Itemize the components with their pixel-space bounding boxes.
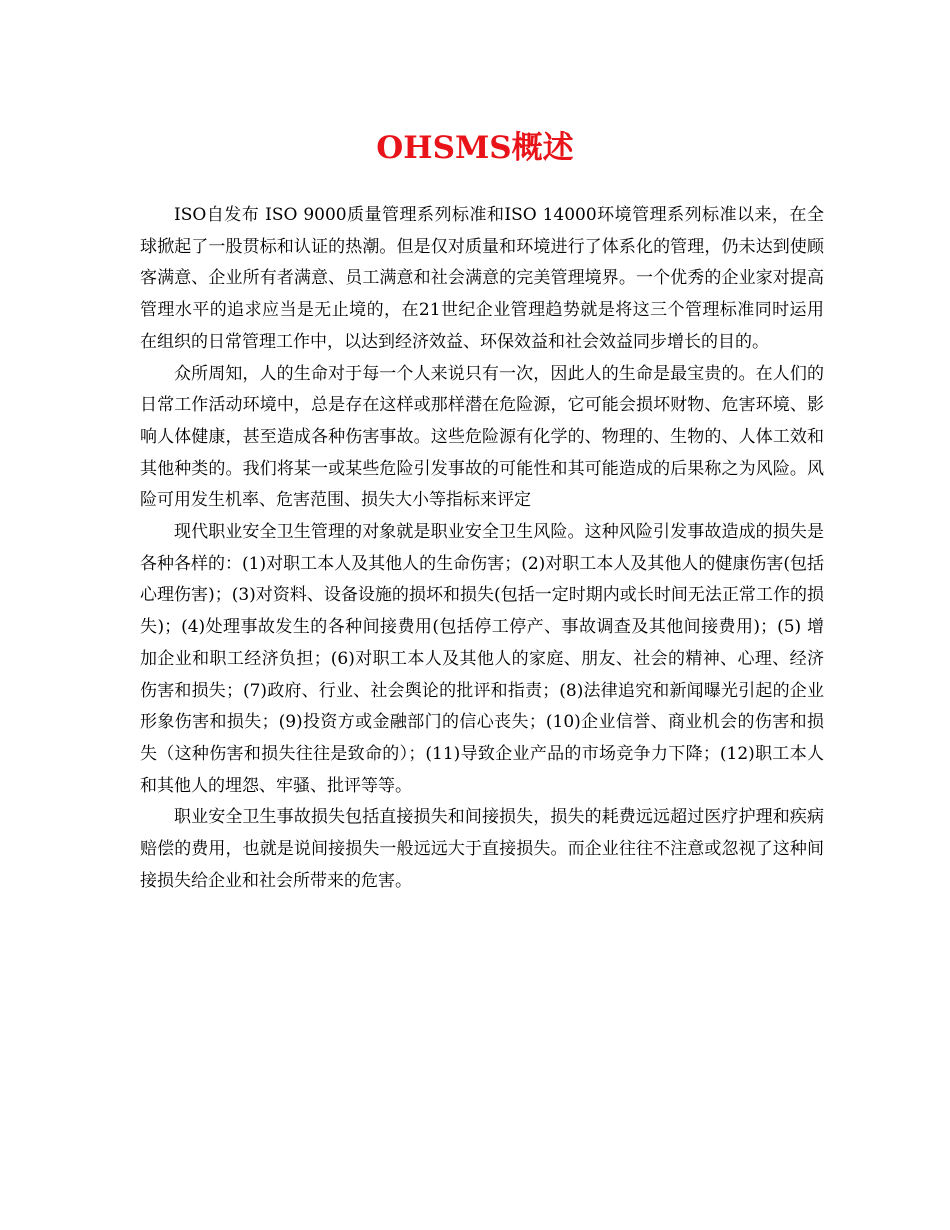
document-title: OHSMS概述 — [376, 130, 574, 166]
document-body — [140, 200, 824, 897]
paragraph-iso-standards: ISO自发布 ISO 9000质量管理系列标准和ISO 14000环境管理系列标准以来，在全球掀起了一股贯标和认证的热潮。但是仅对质量和环境进行了体系化的管理，仍未达到使顾客满意、企业所有者满意、员工满意和社会满意的完美管理境界。一个优秀的企业家对提高管理水平的追求应当是无止境的，在21世纪企业管理趋势就是将这三个管理标准同时运用在组织的日常管理工作中，以达到经济效益、环保效益和社会效益同步增长的目的。 — [140, 205, 824, 352]
paragraph-risk-losses: 现代职业安全卫生管理的对象就是职业安全卫生风险。这种风险引发事故造成的损失是各种各样的：(1)对职工本人及其他人的生命伤害；(2)对职工本人及其他人的健康伤害(包括心理伤害)；(3)对资料、设备设施的损坏和损失(包括一定时期内或长时间无法正常工作的损失)；(4)处理事故发生的各种间接费用(包括停工停产、事故调查及其他间接费用)；(5) 增加企业和职工经济负担；(6)对职工本人及其他人的家庭、朋友、社会的精神、心理、经济伤害和损失；(7)政府、行业、社会舆论的批评和指责；(8)法律追究和新闻曝光引起的企业形象伤害和损失；(9)投资方或金融部门的信心丧失；(10)企业信誉、商业机会的伤害和损失（这种伤害和损失往往是致命的）；(11)导致企业产品的市场竞争力下降；(12)职工本人和其他人的埋怨、牢骚、批评等等。 — [140, 522, 824, 796]
paragraph-hazard-sources: 众所周知，人的生命对于每一个人来说只有一次，因此人的生命是最宝贵的。在人们的日常工作活动环境中，总是存在这样或那样潜在危险源，它可能会损坏财物、危害环境、影响人体健康，甚至造成各种伤害事故。这些危险源有化学的、物理的、生物的、人体工效和其他种类的。我们将某一或某些危险引发事故的可能性和其可能造成的后果称之为风险。风险可用发生机率、危害范围、损失大小等指标来评定 — [140, 363, 824, 511]
paragraph-direct-indirect-losses: 职业安全卫生事故损失包括直接损失和间接损失，损失的耗费远远超过医疗护理和疾病赔偿的费用，也就是说间接损失一般远远大于直接损失。而企业往往不注意或忽视了这种间接损失给企业和社会所带来的危害。 — [140, 807, 824, 891]
